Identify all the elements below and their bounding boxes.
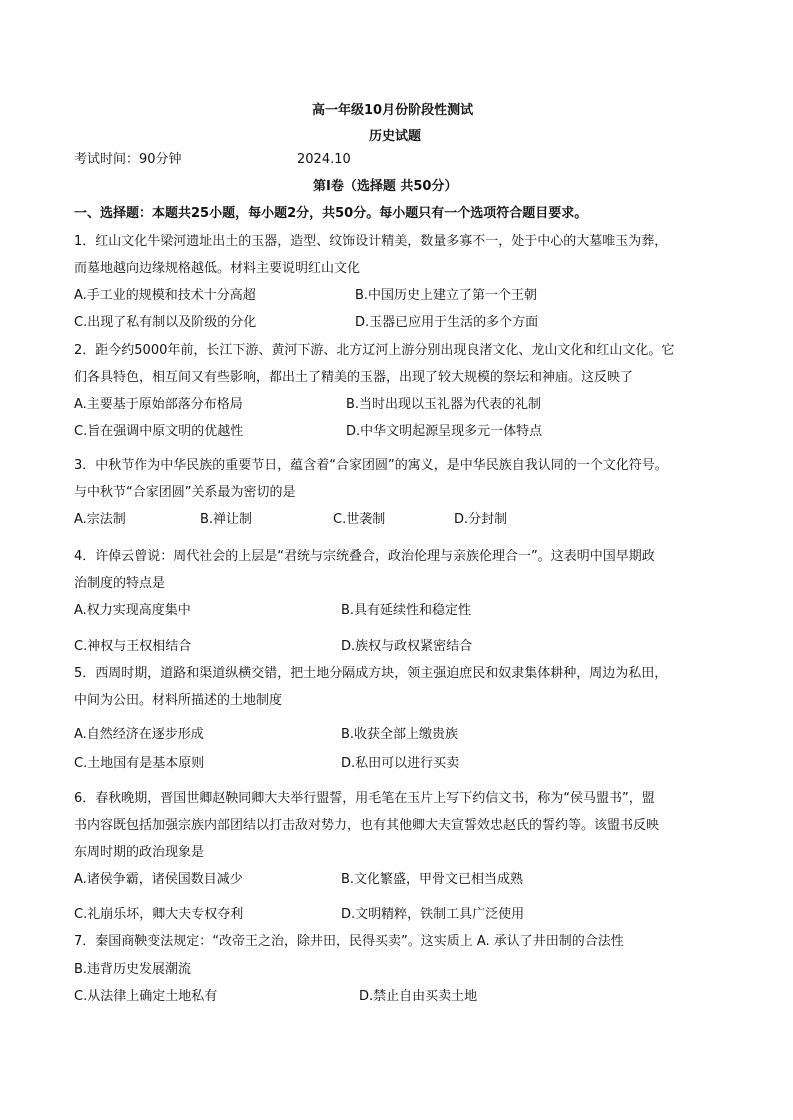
question-6-option-c: C.礼崩乐坏，卿大夫专权夺利 (74, 907, 244, 922)
question-3-option-a: A.宗法制 (74, 512, 126, 527)
question-3-option-b: B.禅让制 (200, 512, 253, 527)
question-1-option-d: D.玉器已应用于生活的多个方面 (355, 315, 539, 330)
question-2-option-a: A.主要基于原始部落分布格局 (74, 397, 243, 412)
question-6-stem-line-1: 6．春秋晚期，晋国世卿赵鞅同卿大夫举行盟誓，用毛笔在玉片上写下约信文书，称为“侯马盟书”，盟 (74, 791, 655, 806)
question-5-option-a: A.自然经济在逐步形成 (74, 727, 204, 742)
question-2-stem-line-1: 2．距今约5000年前，长江下游、黄河下游、北方辽河上游分别出现良渚文化、龙山文化和红山文化。它 (74, 343, 675, 358)
question-5-stem-line-1: 5．西周时期，道路和渠道纵横交错，把土地分隔成方块，领主强迫庶民和奴隶集体耕种，周边为私田， (74, 666, 668, 681)
question-2-option-c: C.旨在强调中原文明的优越性 (74, 424, 244, 439)
question-2-stem-line-2: 们各具特色，相互间又有些影响，都出土了精美的玉器，出现了较大规模的祭坛和神庙。这反映了 (74, 370, 634, 385)
question-5-option-b: B.收获全部上缴贵族 (341, 727, 459, 742)
question-4-option-c: C.神权与王权相结合 (74, 639, 192, 654)
question-2-option-b: B.当时出现以玉礼器为代表的礼制 (346, 397, 542, 412)
question-6-option-d: D.文明精粹，铁制工具广泛使用 (341, 907, 525, 922)
section-instruction: 一、选择题：本题共25小题，每小题2分，共50分。每小题只有一个选项符合题目要求。 (74, 206, 588, 221)
question-3-stem-line-1: 3．中秋节作为中华民族的重要节日，蕴含着“合家团圆”的寓义，是中华民族自我认同的一个文化符号。 (74, 458, 668, 473)
question-6-stem-line-3: 东周时期的政治现象是 (74, 845, 205, 860)
question-1-stem-line-1: 1．红山文化牛梁河遗址出土的玉器，造型、纹饰设计精美，数量多寡不一，处于中心的大墓唯玉为葬， (74, 234, 668, 249)
question-7-option-b: B.违背历史发展潮流 (74, 962, 192, 977)
question-4-stem-line-2: 治制度的特点是 (74, 576, 166, 591)
question-5-option-c: C.土地国有是基本原则 (74, 756, 205, 771)
question-4-option-a: A.权力实现高度集中 (74, 603, 191, 618)
question-5-option-d: D.私田可以进行买卖 (341, 756, 460, 771)
part-title: 第Ⅰ卷（选择题 共50分） (313, 179, 458, 194)
question-1-option-b: B.中国历史上建立了第一个王朝 (355, 288, 538, 303)
question-4-stem-line-1: 4．许倬云曾说：周代社会的上层是“君统与宗统叠合，政治伦理与亲族伦理合一”。这表明中国早期政 (74, 549, 655, 564)
question-1-stem-line-2: 而墓地越向边缘规格越低。材料主要说明红山文化 (74, 261, 361, 276)
question-7-stem: 7．秦国商鞅变法规定：“改帝王之治，除井田，民得买卖”。这实质上 A. 承认了井田制的合法性 (74, 934, 624, 949)
exam-time: 考试时间：90分钟 (74, 152, 182, 167)
question-3-option-c: C.世袭制 (333, 512, 386, 527)
question-3-stem-line-2: 与中秋节“合家团圆”关系最为密切的是 (74, 485, 296, 500)
question-1-option-c: C.出现了私有制以及阶级的分化 (74, 315, 257, 330)
question-5-stem-line-2: 中间为公田。材料所描述的土地制度 (74, 693, 283, 708)
exam-date: 2024.10 (297, 152, 351, 167)
question-1-option-a: A.手工业的规模和技术十分高超 (74, 288, 256, 303)
exam-subject: 历史试题 (369, 129, 422, 144)
question-6-option-a: A.诸侯争霸，诸侯国数目减少 (74, 872, 243, 887)
question-4-option-b: B.具有延续性和稳定性 (341, 603, 472, 618)
question-6-stem-line-2: 书内容既包括加强宗族内部团结以打击敌对势力，也有其他卿大夫宣誓效忠赵氏的誓约等。该盟书反映 (74, 818, 660, 833)
question-3-option-d: D.分封制 (454, 512, 508, 527)
question-6-option-b: B.文化繁盛，甲骨文已相当成熟 (341, 872, 524, 887)
question-7-option-d: D.禁止自由买卖土地 (359, 989, 478, 1004)
exam-title: 高一年级10月份阶段性测试 (312, 103, 474, 118)
question-7-option-c: C.从法律上确定土地私有 (74, 989, 218, 1004)
question-4-option-d: D.族权与政权紧密结合 (341, 639, 473, 654)
question-2-option-d: D.中华文明起源呈现多元一体特点 (346, 424, 543, 439)
